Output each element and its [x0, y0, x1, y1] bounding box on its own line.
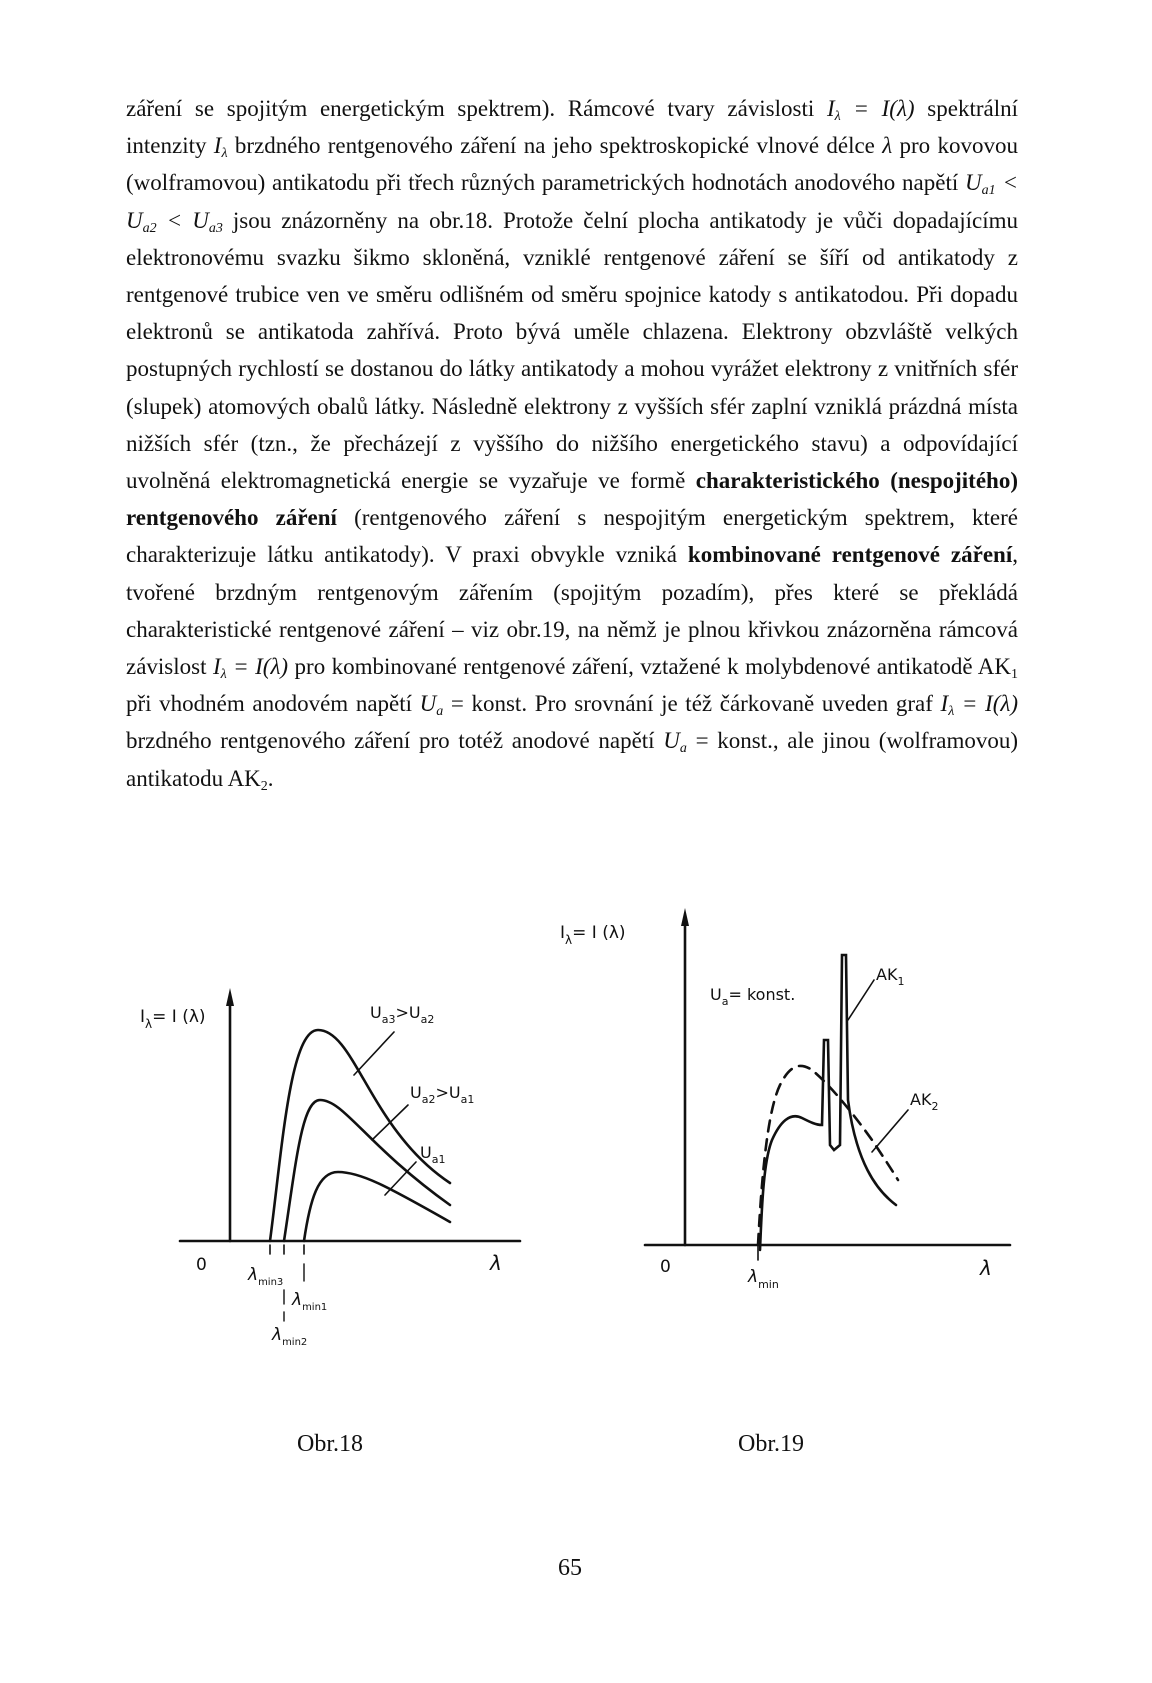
text-run: pro kombinované rentgenové záření, vztažené k molybdenové antikatodě AK	[288, 654, 1011, 680]
x-axis-label: λ	[980, 1256, 992, 1280]
label-ak1: $AK_1$	[876, 965, 905, 988]
label-ua1: $U_{a1}$	[420, 1143, 446, 1166]
label-lambda-min1: $\lambda_{min1}$	[292, 1290, 328, 1313]
figure-18-caption: Obr.18	[297, 1431, 363, 1457]
formula-i-lambda: $I_\lambda = I(\lambda)$	[212, 654, 289, 683]
body-text	[126, 90, 1018, 797]
figure-19-caption: Obr.19	[738, 1431, 804, 1457]
text-run: brzdného rentgenového záření na jeho spektroskopické vlnové délce	[227, 133, 883, 159]
text-run: záření se spojitým energetickým spektrem). Rámcové tvary závislosti	[126, 96, 827, 121]
figure-18	[130, 900, 560, 1380]
text-run: , tvořené brzdným rentgenovým zářením (spojitým pozadím), přes které se překládá charakteristické rentgenové záření – viz obr.19, na němž je plnou křivkou znázorněna rámcová závislost	[126, 542, 1018, 680]
text-run: (rentgenového záření s nespojitým energetickým spektrem, které charakterizuje látku antikatody). V praxi obvykle vzniká	[126, 505, 1018, 568]
label-ak2: $AK_2$	[910, 1090, 939, 1113]
text-run: spektrální intenzity	[126, 96, 1018, 159]
label-ua2-gt-ua1: $U_{a2}>U_{a1}$	[410, 1083, 475, 1106]
leader-line-ak1	[848, 980, 874, 1020]
y-axis-arrow	[226, 988, 234, 1006]
text-run: = konst., ale jinou (wolframovou) antikatodu AK	[126, 728, 1018, 791]
figure-18-drawing	[130, 900, 560, 1380]
curve-ua1	[304, 1172, 450, 1241]
figure-19	[560, 900, 1040, 1370]
y-axis-arrow	[681, 908, 689, 926]
x-axis-label: λ	[490, 1251, 502, 1275]
symbol-i-lambda: $I_\lambda$	[213, 133, 228, 162]
leader-line	[354, 1032, 394, 1075]
leader-line-ak2	[872, 1110, 908, 1152]
leader-line	[372, 1105, 408, 1140]
curve-ua3	[270, 1030, 450, 1241]
y-axis-label: $I_\lambda= I$ (λ)	[140, 1007, 206, 1031]
formula-i-lambda: $I_\lambda = I(\lambda)$	[940, 691, 1018, 720]
text-run: .	[267, 765, 274, 791]
formula-i-lambda: $I_\lambda = I(\lambda)$	[826, 96, 915, 124]
text-run: brzdného rentgenového záření pro totéž anodové napětí	[126, 728, 664, 754]
text-run: = konst. Pro srovnání je též čárkovaně uveden graf	[443, 691, 941, 717]
origin-label: 0	[660, 1257, 671, 1277]
text-run: pro kovovou (wolframovou) antikatodu při třech různých parametrických hodnotách anodového napětí	[126, 133, 1018, 196]
text-run: jsou znázorněny na obr.18. Protože čelní plocha antikatody je vůči dopadajícímu elektronovému svazku šikmo skloněná, vzniklé rentgenové záření se šíří od antikatody z rentgenové trubice ven ve směru odlišném od směru spojnice katody s antikatodou. Při dopadu elektronů se antikatoda zahřívá. Proto bývá uměle chlazena. Elektrony obzvláště velkých postupných rychlostí se dostanou do látky antikatody a mohou vyrážet elektrony z vnitřních sfér (slupek) atomových obalů látky. Následně elektrony z vyšších sfér zaplní vzniklá prázdná místa nižších sfér (tzn., že přecházejí z vyššího do nižšího energetického stavu) a odpovídající uvolněná elektromagnetická energie se vyzařuje ve formě	[126, 207, 1018, 494]
text-run: při vhodném anodovém napětí	[126, 691, 420, 717]
label-lambda-min2: $\lambda_{min2}$	[272, 1325, 308, 1348]
figure-19-drawing	[560, 900, 1040, 1370]
bold-term-characteristic-xray: charakteristického (nespojitého) rentgenového záření	[126, 468, 1018, 531]
symbol-ua: $U_a$	[419, 691, 444, 720]
formula-voltage-inequality: $U_{a1} < U_{a2} < U_{a3}$	[126, 170, 1018, 236]
label-lambda-min3: $\lambda_{min3}$	[248, 1265, 284, 1288]
label-lambda-min: $\lambda_{min}$	[748, 1267, 779, 1291]
label-ua-konst: $U_a=$ konst.	[710, 985, 796, 1008]
bold-term-combined-xray: kombinované rentgenové záření	[687, 542, 1013, 568]
subscript: 2	[260, 778, 268, 794]
symbol-ua: $U_a$	[663, 728, 687, 757]
label-ua3-gt-ua2: $U_{a3}>U_{a2}$	[370, 1003, 435, 1026]
symbol-lambda: λ	[882, 133, 893, 159]
y-axis-label: $I_\lambda= I$ (λ)	[560, 923, 626, 947]
paragraph	[126, 90, 1018, 797]
origin-label: 0	[196, 1255, 207, 1275]
subscript: 1	[1011, 667, 1018, 683]
page-number: 65	[558, 1555, 582, 1581]
